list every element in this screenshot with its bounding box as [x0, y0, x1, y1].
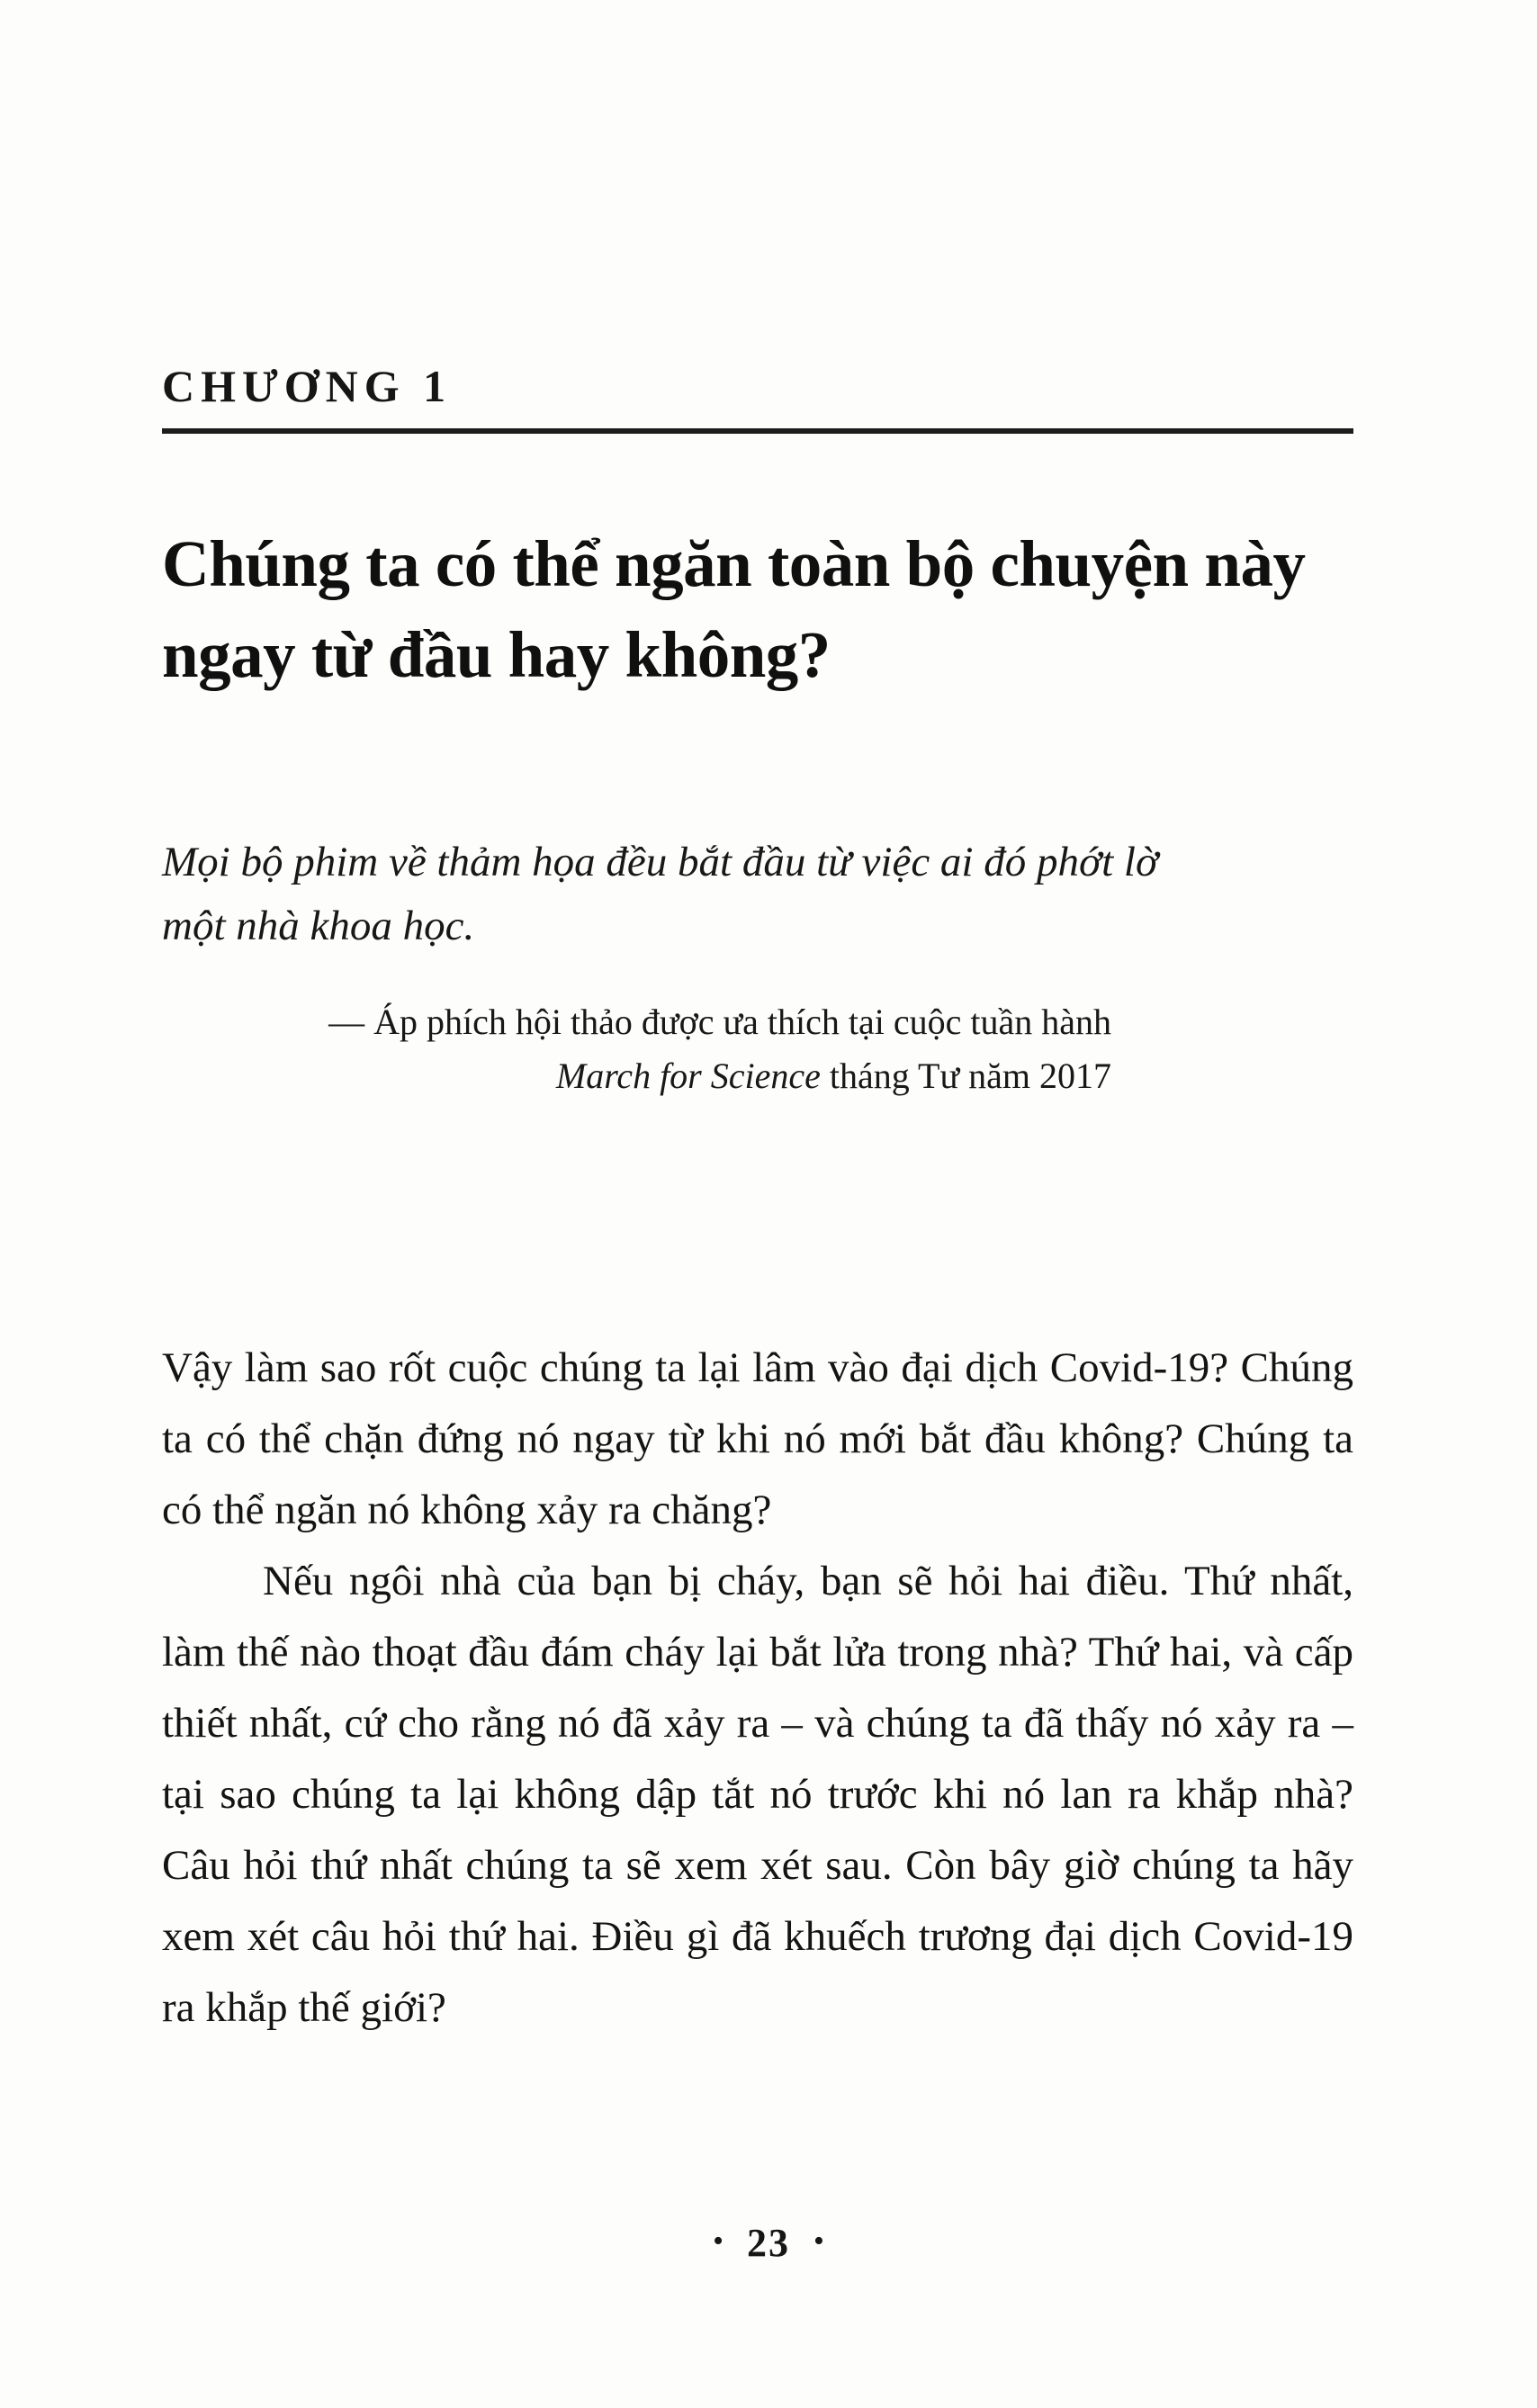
page-number: 23: [747, 2221, 790, 2265]
footer-left-dot: •: [713, 2224, 724, 2258]
attribution-line-1: — Áp phích hội thảo được ưa thích tại cuộc tuần hành: [328, 1002, 1111, 1043]
attribution-date: tháng Tư năm 2017: [820, 1056, 1111, 1097]
attribution-line-2: [162, 1049, 1111, 1103]
page-title: Chúng ta có thể ngăn toàn bộ chuyện này ngay từ đầu hay không?: [162, 527, 1306, 691]
attribution: [162, 995, 1111, 1103]
chapter-label: CHƯƠNG 1: [162, 361, 453, 411]
epigraph: Mọi bộ phim về thảm họa đều bắt đầu từ việc ai đó phớt lờ một nhà khoa học.: [162, 839, 1159, 949]
chapter-header: [162, 360, 1353, 434]
footer-right-dot: •: [813, 2224, 824, 2258]
paragraph: Vậy làm sao rốt cuộc chúng ta lại lâm vào đại dịch Covid-19? Chúng ta có thể chặn đứng nó ngay từ khi nó mới bắt đầu không? Chúng ta có thể ngăn nó không xảy ra chăng?: [162, 1344, 1353, 1534]
paragraph: Nếu ngôi nhà của bạn bị cháy, bạn sẽ hỏi hai điều. Thứ nhất, làm thế nào thoạt đầu đám cháy lại bắt lửa trong nhà? Thứ hai, và cấp thiết nhất, cứ cho rằng nó đã xảy ra – và chúng ta đã thấy nó xảy ra – tại sao chúng ta lại không dập tắt nó trước khi nó lan ra khắp nhà? Câu hỏi thứ nhất chúng ta sẽ xem xét sau. Còn bây giờ chúng ta hãy xem xét câu hỏi thứ hai. Điều gì đã khuếch trương đại dịch Covid-19 ra khắp thế giới?: [162, 1558, 1353, 2032]
body-text: [162, 1333, 1353, 2044]
page-footer: [0, 2220, 1537, 2266]
attribution-work-title: March for Science: [555, 1056, 821, 1097]
